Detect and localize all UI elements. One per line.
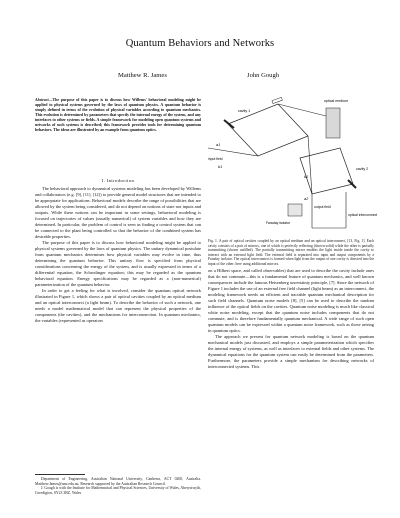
abstract-label: Abstract <box>35 97 49 102</box>
interconnect-label: optical interconnect <box>348 213 378 217</box>
faraday-isolator <box>266 204 302 225</box>
cavity-2-label: cavity 2 <box>356 167 369 171</box>
right-column <box>208 268 374 370</box>
body-paragraph: on a Hilbert space, and called observables) that are used to describe the cavity include ones that do not commute—this is a fundamental feature of quantum mechanics, and well known consequences include the famous Heisenberg uncertainty principle, [7]. Since the network of Figure 1 includes the use of an external free field channel (light beam) as an interconnect, the modeling framework needs an efficient and tractable quantum mechanical description for such field channels. Quantum noise models [8], [5] can be used to describe the random influence of the optical fields on the cavities. Quantum noise modeling is much like classical white noise modeling, except that the quantum noise includes components that do not commute, and is therefore fundamentally quantum mechanical. A wide range of such open quantum models can be expressed within a quantum noise framework, such as those arising in quantum optics. <box>208 268 374 333</box>
label-b1: b1 <box>218 165 223 169</box>
footnotes <box>35 477 201 495</box>
cavity-1 <box>224 97 308 156</box>
label-a2: a2 <box>304 197 309 201</box>
input-field-label: input field <box>208 157 223 161</box>
footnote: Department of Engineering, Australian National University, Canberra, ACT 0200, Australia. Matthew.James@anu.edu.au. Research supported by the Australian Research Council. <box>35 477 201 486</box>
input-beam <box>208 148 258 156</box>
interconnect-beam <box>308 136 312 194</box>
body-paragraph: The approach we present for quantum network modeling is based on the quantum mechanical models just discussed, and employs a simple parameterization which specifies the internal energy of systems, as well as interfaces to external fields and other systems. The dynamical equations for the quantum system can easily be determined from the parameters. Furthermore, the parameters provide a simple mechanism for describing networks of interconnected systems. This <box>208 333 374 369</box>
author-name: Matthew R. James <box>118 72 167 79</box>
cavity-2 <box>300 148 356 194</box>
figure-1 <box>208 96 378 234</box>
isolator-label: Faraday isolator <box>265 221 291 225</box>
body-paragraph: The behavioral approach to dynamical systems modeling has been developed by Willems and collaborators (e.g. [9], [11], [12]) to provide general model structures that are intended to be appropriate for applications. Behavioral models describe the range of possibilities that are allowed by the system being considered, and do not depend on notions of state nor inputs and outputs. While these notions can be important in some settings, behavioral modeling is focused on trajectories of values (usually numerical) of system variables and how they are determined. In particular, the problem of control is seen as finding a control system that can be connected to the plant being controlled so that the behavior of the combined system has desirable properties. <box>35 186 202 239</box>
abstract <box>35 97 201 132</box>
body-paragraph: In order to get a feeling for what is involved, consider the quantum optical network illustrated in Figure 1, which shows a pair of optical cavities coupled by an optical medium and an optical interconnect (a light beam). To describe the behavior of such a network, one needs a model mathematical model that can represent the physical properties of the components (the cavities), and the mechanisms for interconnection. In quantum mechanics, the variables (represented as operators <box>35 287 201 323</box>
footnote-divider <box>35 474 85 475</box>
output-field-label: output field <box>314 205 331 209</box>
figure-caption: Fig. 1. A pair of optical cavities coupled by an optical medium and an optical interconnect, [13, Fig. 1]. Each cavity consists of a pair of mirrors, one of which is perfectly reflecting (shown solid) while the other is partially transmitting (shown unfilled). The partially transmitting mirror enables the light inside inside the cavity to interact with an external light field. The external field is separated into input and output components by a Faraday isolator. The optical interconnect is formed when light from the output of one cavity is directed into the input of the other; here using additional mirrors. <box>208 239 374 266</box>
section-heading: I. Introduction <box>101 178 135 183</box>
abstract-body: —The purpose of this paper is to discuss how Willems' behavioral modeling might be applied to physical systems governed by the laws of quantum physics. A quantum behavior is simply defined in terms of the evolution of physical variables according to quantum mechanics. This evolution is determined by parameters that specify the internal energy of the system, and any interfaces to other systems or fields. A simple framework for modeling open quantum systems and networks of such systems is described; this framework provides tools for determining quantum behaviors. The ideas are illustrated by an example from quantum optics. <box>35 97 201 133</box>
body-paragraph: The purpose of this paper is to discuss how behavioral modeling might be applied to physical systems governed by the laws of quantum physics. The unitary dynamical postulate from quantum mechanics determines how physical variables may evolve in time, thus determining the quantum behavior. This unitary flow is specified from physical considerations concerning the energy of the system, and is usually expressed in terms of a differential equation, the Schrodinger equation; this may be regarded as the quantum behavioral equation. Energy specifications may be regarded as a (non-numerical) parameterization of the quantum behavior. <box>35 239 201 287</box>
left-column <box>35 186 201 324</box>
paper-title: Quantum Behaviors and Networks <box>125 38 275 49</box>
mirror-solid <box>224 120 234 128</box>
optical-medium <box>324 99 348 138</box>
footnote: J. Gough is with the Institute for Mathematical and Physical Sciences, University of Wales, Aberystwyth, Ceredigion, SY23 3BZ, Wales <box>35 486 201 495</box>
mirror-partial <box>272 97 282 103</box>
label-a1: a1 <box>216 143 221 147</box>
medium-label: optical medium <box>323 99 349 103</box>
optical-network-diagram <box>208 96 378 234</box>
cavity-1-label: cavity 1 <box>238 109 251 113</box>
label-b2: b2 <box>304 175 309 179</box>
author-name: John Gough <box>247 72 280 79</box>
